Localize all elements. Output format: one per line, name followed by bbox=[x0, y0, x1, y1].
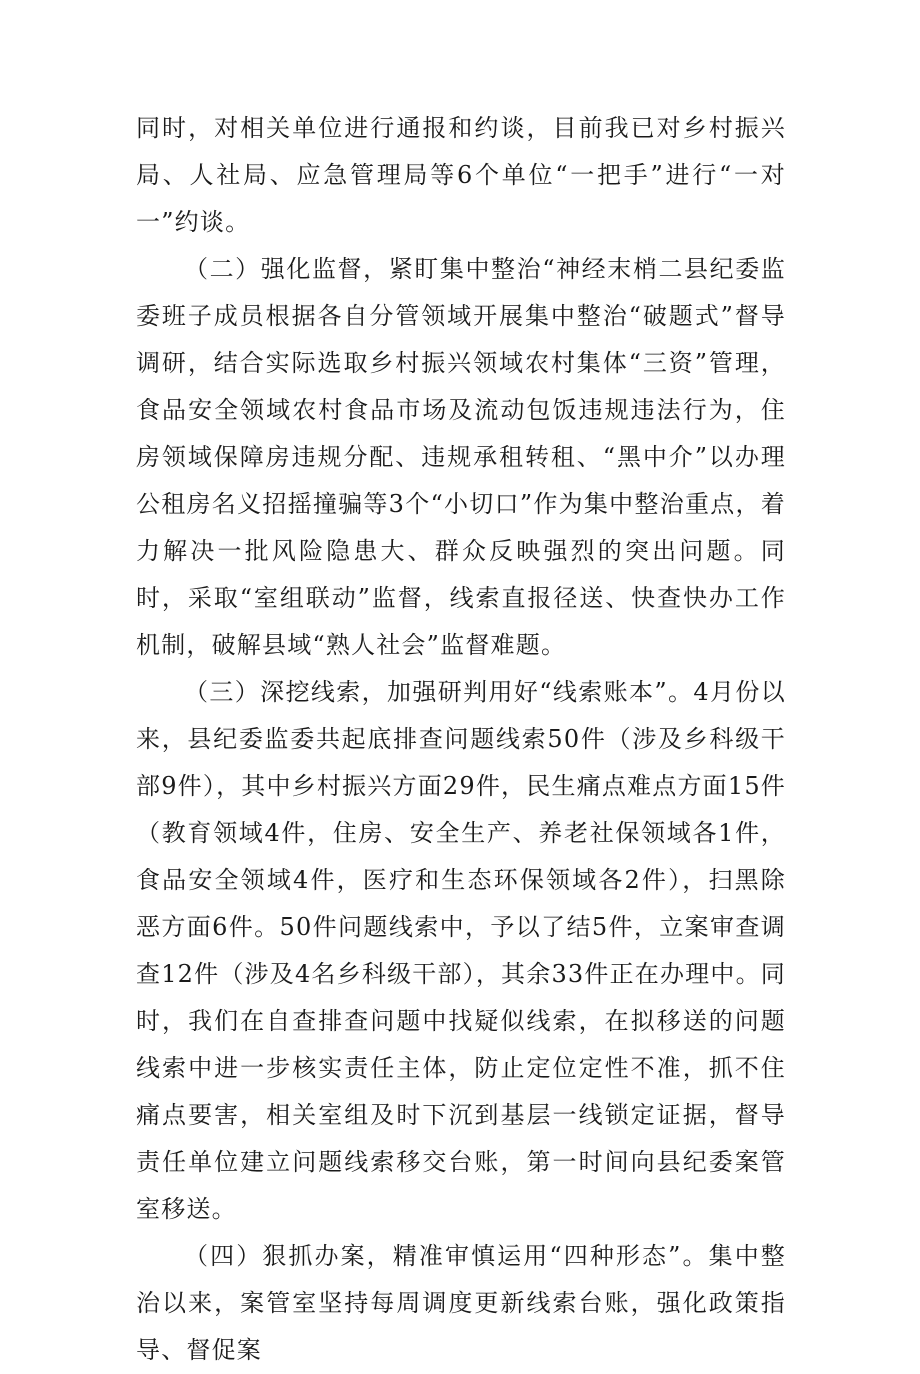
document-page bbox=[136, 105, 786, 1374]
paragraph-section-3: （三）深挖线索，加强研判用好“线索账本”。4月份以来，县纪委监委共起底排查问题线索50件（涉及乡科级干部9件），其中乡村振兴方面29件，民生痛点难点方面15件（教育领域4件，住房、安全生产、养老社保领域各1件，食品安全领域4件，医疗和生态环保领域各2件），扫黑除恶方面6件。50件问题线索中，予以了结5件，立案审查调查12件（涉及4名乡科级干部），其余33件正在办理中。同时，我们在自查排查问题中找疑似线索，在拟移送的问题线索中进一步核实责任主体，防止定位定性不准，抓不住痛点要害，相关室组及时下沉到基层一线锁定证据，督导责任单位建立问题线索移交台账，第一时间向县纪委案管室移送。 bbox=[136, 678, 786, 1223]
paragraph-section-2: （二）强化监督，紧盯集中整治“神经末梢二县纪委监委班子成员根据各自分管领域开展集中整治“破题式”督导调研，结合实际选取乡村振兴领域农村集体“三资”管理，食品安全领域农村食品市场及流动包饭违规违法行为，住房领域保障房违规分配、违规承租转租、“黑中介”以办理公租房名义招摇撞骗等3个“小切口”作为集中整治重点，着力解决一批风险隐患大、群众反映强烈的突出问题。同时，采取“室组联动”监督，线索直报径送、快查快办工作机制，破解县域“熟人社会”监督难题。 bbox=[136, 255, 786, 659]
paragraph-section-4: （四）狠抓办案，精准审慎运用“四种形态”。集中整治以来，案管室坚持每周调度更新线索台账，强化政策指导、督促案 bbox=[136, 1242, 786, 1364]
paragraph-continuation: 同时，对相关单位进行通报和约谈，目前我已对乡村振兴局、人社局、应急管理局等6个单位“一把手”进行“一对一”约谈。 bbox=[136, 114, 786, 236]
